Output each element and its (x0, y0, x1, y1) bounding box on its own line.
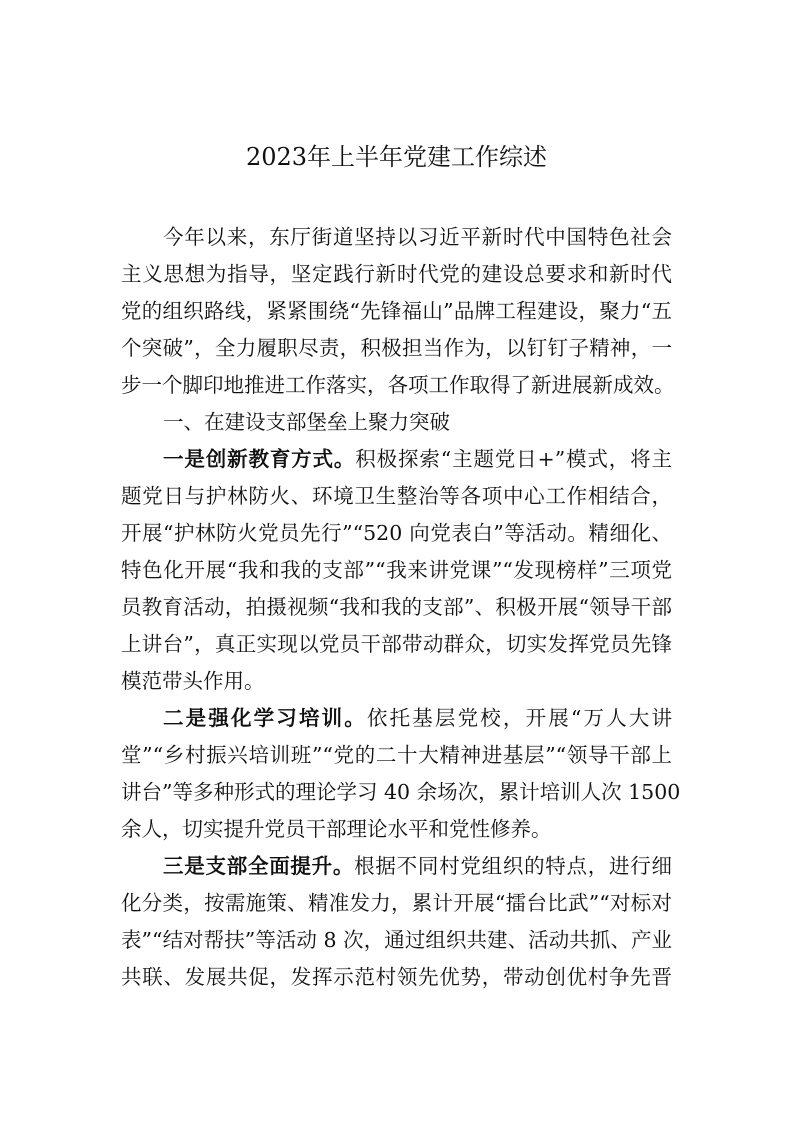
item-lead: 二是强化学习培训。 (163, 706, 367, 730)
text-line: 化分类，按需施策、精准发力，累计开展“擂台比武”“对标对 (121, 891, 672, 915)
item-paragraph (121, 700, 681, 848)
text-span: 依托基层党校，开展“万人大讲 (366, 706, 673, 730)
text-line: 今年以来，东厅街道坚持以习近平新时代中国特色社会 (163, 225, 672, 249)
text-line: 上讲台”，真正实现以党员干部带动群众，切实发挥党员先锋 (121, 632, 672, 656)
text-line: 主义思想为指导，坚定践行新时代党的建设总要求和新时代 (121, 262, 672, 286)
text-line: 余人，切实提升党员干部理论水平和党性修养。 (121, 817, 552, 841)
text-line: 堂”“乡村振兴培训班”“党的二十大精神进基层”“领导干部上 (121, 743, 672, 767)
section-heading: 一、在建设支部堡垒上聚力突破 (163, 410, 450, 434)
text-line (121, 700, 672, 737)
item-lead: 一是创新教育方式。 (163, 447, 356, 471)
text-span: 积极探索“主题党日+”模式，将主 (355, 447, 673, 471)
intro-paragraph (121, 219, 675, 404)
text-line: 员教育活动，拍摄视频“我和我的支部”、积极开展“领导干部 (121, 595, 672, 619)
text-line: 模范带头作用。 (121, 669, 265, 693)
item-paragraph (121, 441, 672, 700)
text-line (121, 441, 672, 478)
document-body (121, 219, 681, 996)
text-line (121, 848, 672, 885)
text-line: 党的组织路线，紧紧围绕“先锋福山”品牌工程建设，聚力“五 (121, 299, 672, 323)
item-lead: 三是支部全面提升。 (163, 854, 355, 878)
text-line: 步一个脚印地推进工作落实，各项工作取得了新进展新成效。 (121, 373, 675, 397)
text-span: 根据不同村党组织的特点，进行细 (354, 854, 673, 878)
text-line: 讲台”等多种形式的理论学习 40 余场次，累计培训人次 1500 (121, 780, 681, 804)
text-line: 开展“护林防火党员先行”“520 向党表白”等活动。精细化、 (121, 521, 672, 545)
text-line: 特色化开展“我和我的支部”“我来讲党课”“发现榜样”三项党 (121, 558, 672, 582)
text-line: 表”“结对帮扶”等活动 8 次，通过组织共建、活动共抓、产业 (121, 928, 672, 952)
item-paragraph (121, 848, 672, 996)
text-line: 题党日与护林防火、环境卫生整治等各项中心工作相结合， (121, 484, 672, 508)
page-title: 2023年上半年党建工作综述 (245, 143, 548, 171)
text-line: 共联、发展共促，发挥示范村领先优势，带动创优村争先晋 (121, 965, 672, 989)
text-line: 个突破”，全力履职尽责，积极担当作为，以钉钉子精神，一 (121, 336, 672, 360)
